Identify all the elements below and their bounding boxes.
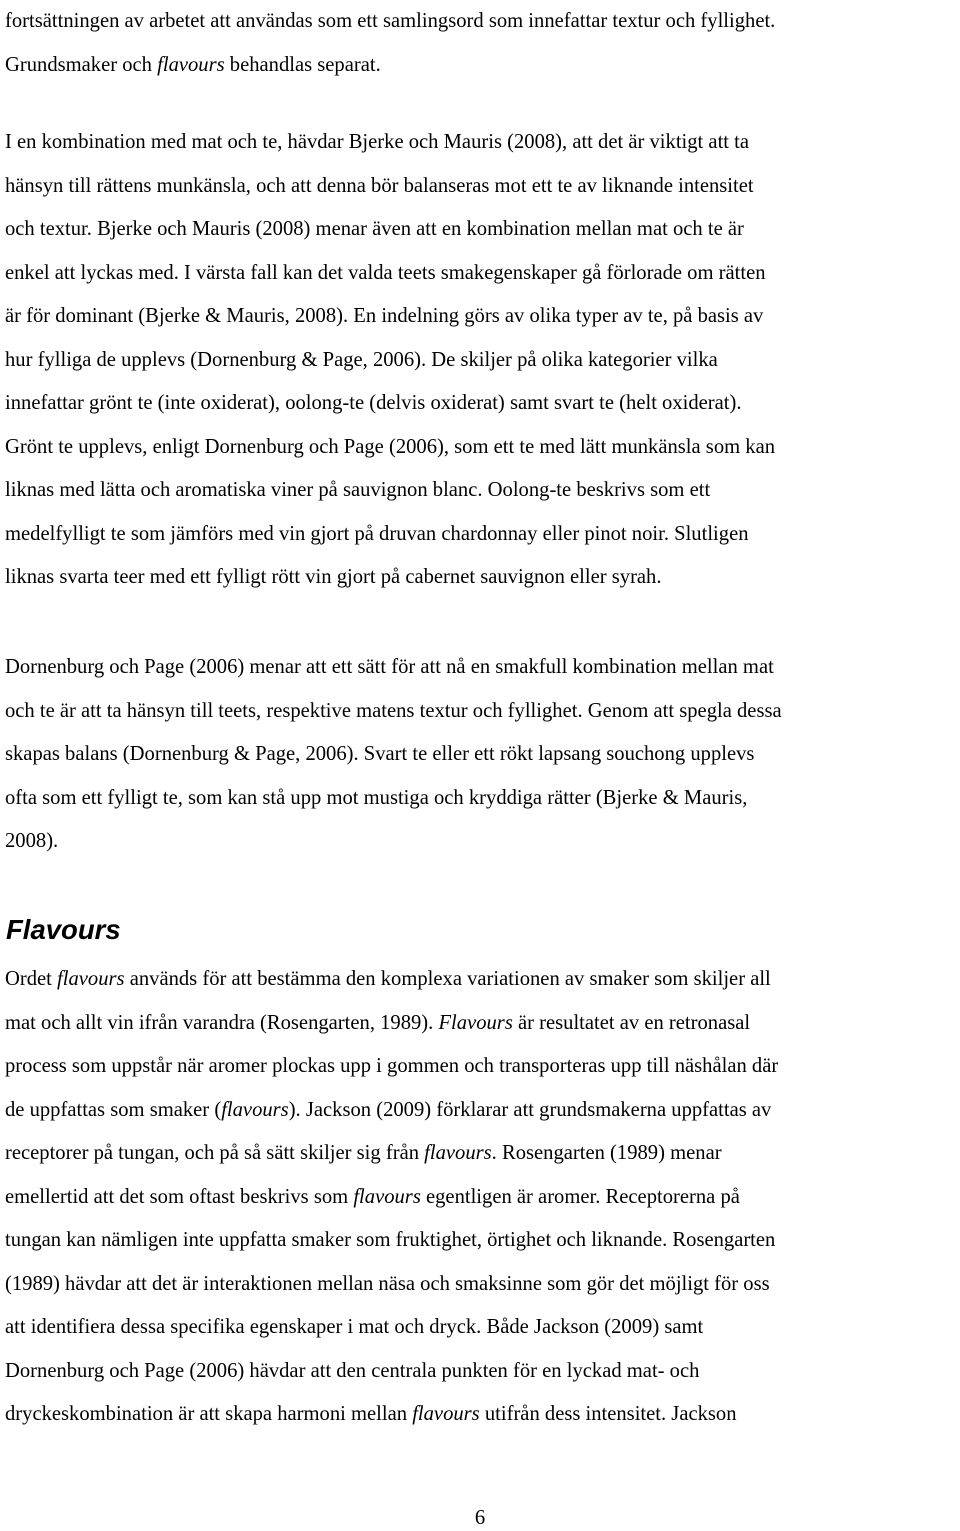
text-line xyxy=(5,208,960,252)
text-line xyxy=(5,295,960,339)
text-line xyxy=(5,1176,960,1220)
text-line xyxy=(5,121,960,165)
text-run: egentligen är aromer. Receptorerna på xyxy=(420,1185,740,1208)
text-line xyxy=(5,1306,960,1350)
italic-term: flavours xyxy=(157,53,225,76)
text-line xyxy=(5,1350,960,1394)
text-run: (1989) hävdar att det är interaktionen mellan näsa och smaksinne som gör det möjligt för oss xyxy=(5,1272,770,1295)
paragraph xyxy=(5,958,960,1437)
text-line xyxy=(5,165,960,209)
text-run: att identifiera dessa specifika egenskaper i mat och dryck. Både Jackson (2009) samt xyxy=(5,1316,704,1338)
italic-term: flavours xyxy=(353,1185,421,1208)
text-run: behandlas separat. xyxy=(224,53,381,76)
text-run: Ordet xyxy=(5,968,58,990)
text-line xyxy=(5,1219,960,1263)
text-run: medelfylligt te som jämförs med vin gjort på druvan chardonnay eller pinot noir. Slutligen xyxy=(5,522,749,545)
text-run: . Rosengarten (1989) menar xyxy=(491,1142,722,1164)
italic-term: flavours xyxy=(412,1403,480,1425)
text-run: Grundsmaker och xyxy=(5,53,158,76)
text-run: Dornenburg och Page (2006) menar att ett sätt för att nå en smakfull kombination mellan mat xyxy=(5,656,774,678)
text-line xyxy=(5,252,960,296)
italic-term: flavours xyxy=(424,1142,492,1164)
text-line xyxy=(5,339,960,383)
text-line xyxy=(5,556,960,600)
text-line xyxy=(5,958,960,1002)
text-run: skapas balans (Dornenburg & Page, 2006). Svart te eller ett rökt lapsang souchong upplevs xyxy=(5,743,755,765)
text-line xyxy=(5,0,960,44)
text-line xyxy=(5,1263,960,1307)
section-heading: Flavours xyxy=(6,914,121,945)
text-line xyxy=(5,646,960,690)
text-run: utifrån dess intensitet. Jackson xyxy=(479,1403,737,1425)
text-run: ). Jackson (2009) förklarar att grundsmakerna uppfattas av xyxy=(288,1098,772,1121)
text-run: dryckeskombination är att skapa harmoni mellan xyxy=(5,1403,413,1425)
text-line xyxy=(5,733,960,777)
text-run: fortsättningen av arbetet att användas som ett samlingsord som innefattar textur och fyllighet. xyxy=(5,10,776,32)
text-line xyxy=(5,1045,960,1089)
paragraph xyxy=(5,121,960,600)
text-run: Grönt te upplevs, enligt Dornenburg och Page (2006), som ett te med lätt munkänsla som kan xyxy=(5,435,776,458)
text-run: tungan kan nämligen inte uppfatta smaker som fruktighet, örtighet och liknande. Rosengarten xyxy=(5,1229,776,1251)
text-run: enkel att lyckas med. I värsta fall kan det valda teets smakegenskaper gå förlorade om rätten xyxy=(5,261,766,284)
text-line xyxy=(5,1393,960,1437)
text-line xyxy=(5,1002,960,1046)
text-run: liknas svarta teer med ett fylligt rött vin gjort på cabernet sauvignon eller syrah. xyxy=(5,566,662,588)
text-line xyxy=(5,469,960,513)
text-run: innefattar grönt te (inte oxiderat), oolong-te (delvis oxiderat) samt svart te (helt oxiderat). xyxy=(5,392,742,414)
text-run: process som uppstår när aromer plockas upp i gommen och transporteras upp till näshålan där xyxy=(5,1055,779,1077)
text-line xyxy=(5,1089,960,1133)
text-run: mat och allt vin ifrån varandra (Rosengarten, 1989). xyxy=(5,1011,439,1034)
text-run: och textur. Bjerke och Mauris (2008) menar även att en kombination mellan mat och te är xyxy=(5,218,744,240)
page-number: 6 xyxy=(474,1507,486,1529)
italic-term: flavours xyxy=(57,968,125,990)
paragraph xyxy=(5,646,960,864)
text-run: används för att bestämma den komplexa variationen av smaker som skiljer all xyxy=(124,968,771,990)
text-run: hänsyn till rättens munkänsla, och att denna bör balanseras mot ett te av liknande intensitet xyxy=(5,174,754,197)
text-line xyxy=(5,382,960,426)
text-run: hur fylliga de upplevs (Dornenburg & Page, 2006). De skiljer på olika kategorier vilka xyxy=(5,348,718,371)
text-run: ofta som ett fylligt te, som kan stå upp mot mustiga och kryddiga rätter (Bjerke & Mauris, xyxy=(5,786,748,809)
text-line xyxy=(5,777,960,821)
text-run: är resultatet av en retronasal xyxy=(512,1011,751,1034)
text-run: 2008). xyxy=(5,830,59,852)
text-run: är för dominant (Bjerke & Mauris, 2008). En indelning görs av olika typer av te, på basis av xyxy=(5,305,764,327)
text-line xyxy=(5,513,960,557)
italic-term: Flavours xyxy=(438,1011,513,1034)
text-line xyxy=(5,690,960,734)
text-run: Dornenburg och Page (2006) hävdar att den centrala punkten för en lyckad mat- och xyxy=(5,1359,700,1382)
text-run: och te är att ta hänsyn till teets, respektive matens textur och fyllighet. Genom att spegla dessa xyxy=(5,699,782,722)
text-run: emellertid att det som oftast beskrivs som xyxy=(5,1185,354,1208)
text-run: receptorer på tungan, och på så sätt skiljer sig från xyxy=(5,1142,425,1164)
text-line xyxy=(5,44,960,88)
text-run: I en kombination med mat och te, hävdar Bjerke och Mauris (2008), att det är viktigt att ta xyxy=(5,131,750,153)
text-line xyxy=(5,426,960,470)
text-run: de uppfattas som smaker ( xyxy=(5,1098,222,1121)
paragraph xyxy=(5,0,960,87)
text-run: liknas med lätta och aromatiska viner på sauvignon blanc. Oolong-te beskrivs som ett xyxy=(5,479,711,501)
text-line xyxy=(5,820,960,864)
text-line xyxy=(5,1132,960,1176)
italic-term: flavours xyxy=(221,1098,289,1121)
